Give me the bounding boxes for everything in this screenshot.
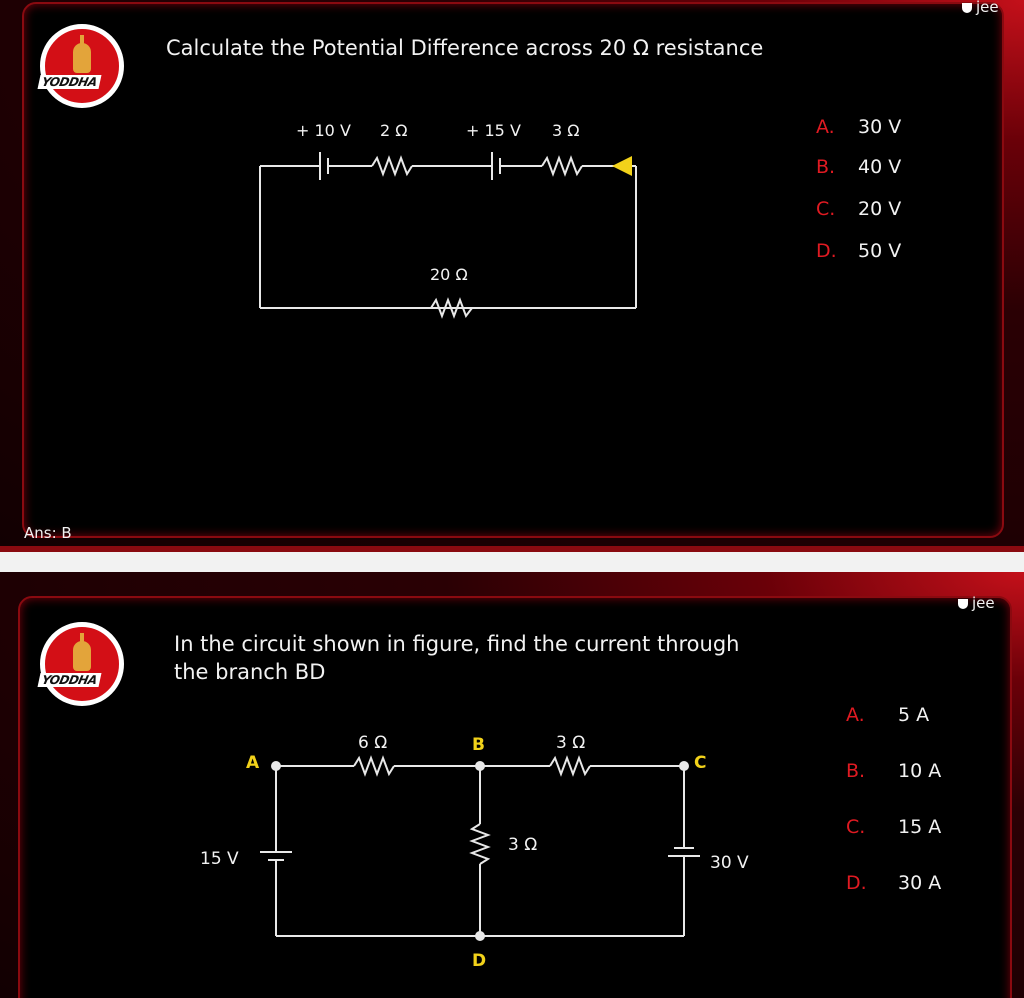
trophy-icon [958,599,968,609]
node-c-dot [679,761,689,771]
v-left-label: 15 V [200,849,239,869]
battery1-label: + 10 V [296,121,351,140]
logo-text: YODDHA [38,75,102,89]
r1-label: 2 Ω [380,121,408,140]
question-line-1: In the circuit shown in figure, find the current through [174,632,740,656]
option-a[interactable]: A. 5 A [846,704,930,726]
node-a-label: A [246,753,260,773]
r3-label: 20 Ω [430,265,468,284]
option-d[interactable]: D. 50 V [816,240,902,262]
slide-question-2 [0,572,1024,998]
circuit-diagram-2 [190,722,790,982]
node-b-dot [475,761,485,771]
r-ab-label: 6 Ω [358,733,388,753]
battery2-label: + 15 V [466,121,521,140]
node-d-label: D [472,951,487,971]
r2-label: 3 Ω [552,121,580,140]
logo [40,24,124,108]
r-bd-label: 3 Ω [508,835,538,855]
question-text: Calculate the Potential Difference across 20 Ω resistance [166,36,764,60]
option-d[interactable]: D. 30 A [846,872,942,894]
question-text [174,630,739,686]
node-c-label: C [694,753,707,773]
node-a-dot [271,761,281,771]
trophy-icon [962,3,972,13]
v-right-label: 30 V [710,853,749,873]
brand-label: jee [962,0,999,16]
node-d-dot [475,931,485,941]
node-b-label: B [472,735,485,755]
option-c[interactable]: C. 20 V [816,198,902,220]
answer-label: Ans: B [24,524,72,542]
option-b[interactable]: B. 40 V [816,156,902,178]
helmet-icon [73,641,91,671]
option-a[interactable]: A. 30 V [816,116,902,138]
logo-text: YODDHA [38,673,102,687]
brand-label: jee [958,594,995,612]
logo [40,622,124,706]
question-line-2: the branch BD [174,660,326,684]
current-arrow-icon [612,156,632,176]
option-b[interactable]: B. 10 A [846,760,942,782]
helmet-icon [73,43,91,73]
option-c[interactable]: C. 15 A [846,816,942,838]
separator [0,552,1024,572]
r-bc-label: 3 Ω [556,733,586,753]
circuit-diagram-1 [240,110,660,330]
